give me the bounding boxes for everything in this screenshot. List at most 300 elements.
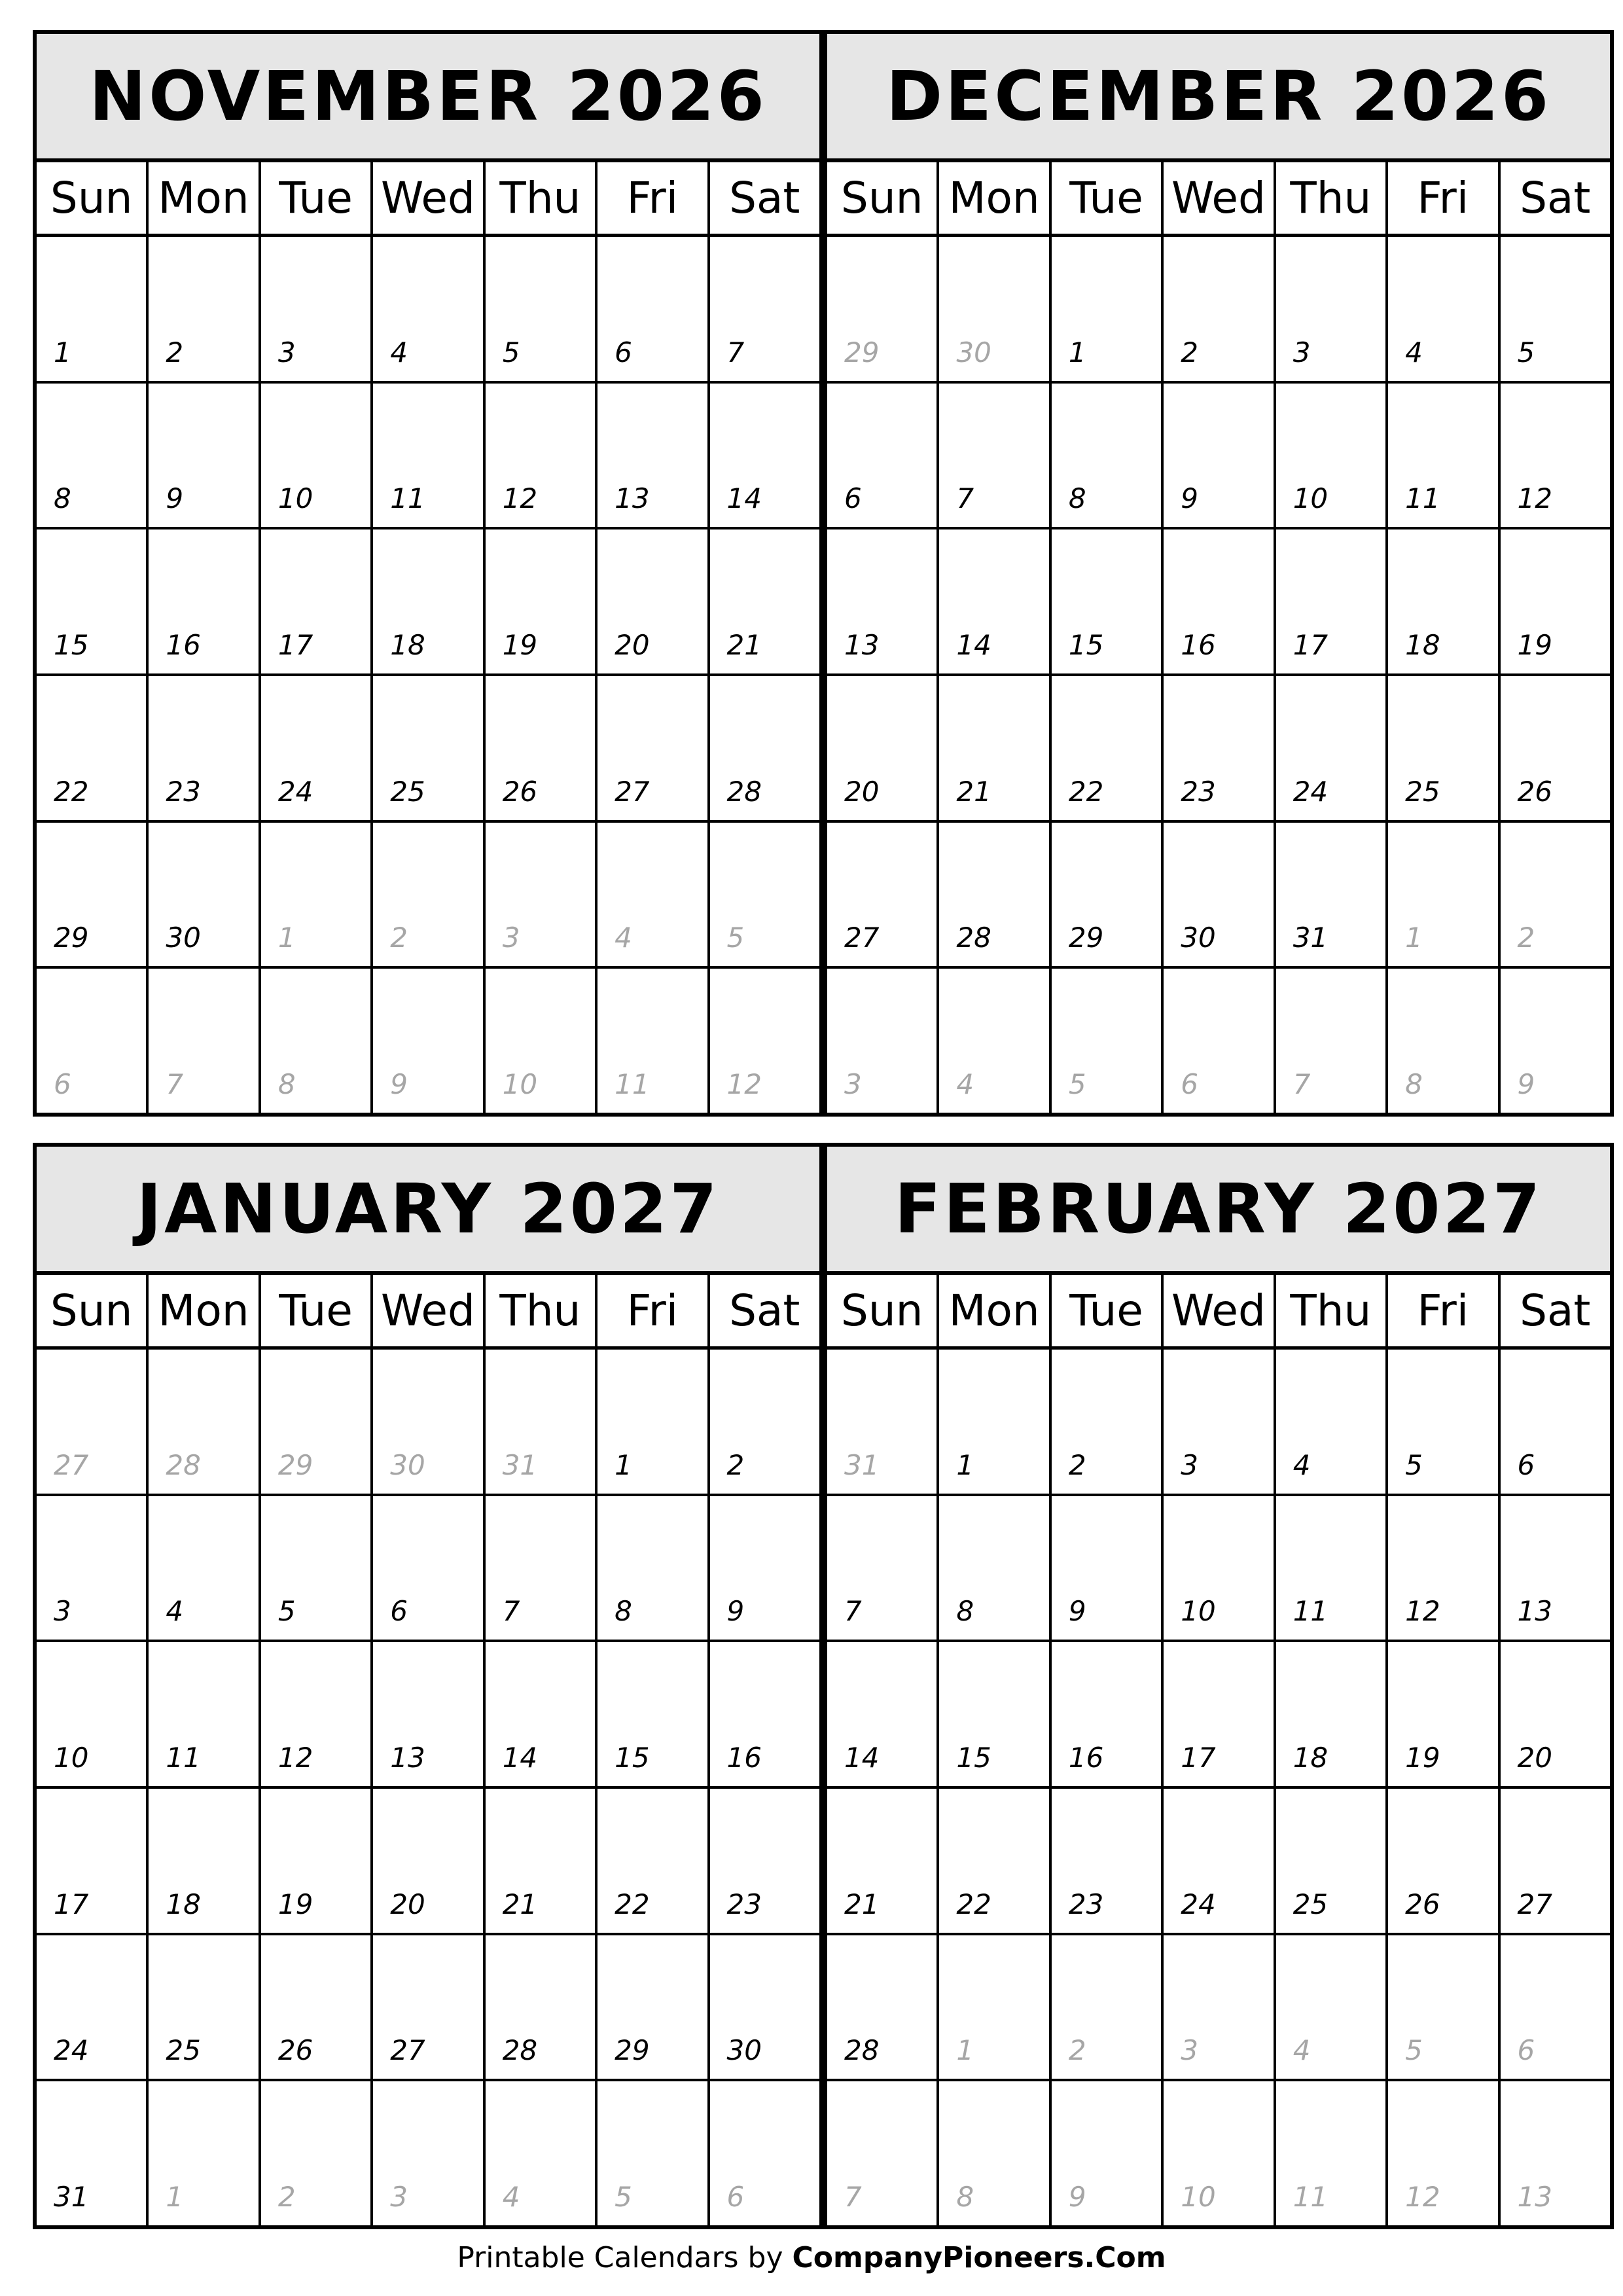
day-number: 27 xyxy=(1517,1888,1552,1920)
day-cell xyxy=(1276,1496,1388,1640)
day-number: 14 xyxy=(956,629,991,662)
weekday-label: Thu xyxy=(486,162,597,234)
day-number: 3 xyxy=(502,922,520,954)
day-cell xyxy=(261,1935,373,2079)
day-cell xyxy=(373,237,485,381)
day-cell xyxy=(149,1496,260,1640)
day-cell xyxy=(1164,676,1275,820)
day-cell xyxy=(261,1642,373,1786)
weekday-label: Tue xyxy=(1052,1275,1164,1346)
day-number: 28 xyxy=(956,922,991,954)
day-number: 11 xyxy=(1405,482,1440,515)
day-cell-adjacent-month xyxy=(486,1350,597,1494)
day-cell xyxy=(37,823,149,967)
day-cell-adjacent-month xyxy=(1052,1935,1164,2079)
weekday-label: Sun xyxy=(37,1275,149,1346)
day-cell xyxy=(486,1935,597,2079)
day-number: 21 xyxy=(502,1888,538,1920)
day-cell xyxy=(37,1642,149,1786)
day-number: 6 xyxy=(726,2181,745,2214)
day-cell-adjacent-month xyxy=(827,1350,939,1494)
week-row xyxy=(37,237,819,384)
weeks-grid xyxy=(37,1350,819,2225)
week-row xyxy=(827,823,1610,969)
day-number: 18 xyxy=(166,1888,201,1920)
week-row xyxy=(37,1789,819,1935)
day-number: 2 xyxy=(1068,2034,1086,2067)
weekday-label: Sun xyxy=(827,1275,939,1346)
day-cell xyxy=(597,1350,709,1494)
weekday-label: Wed xyxy=(373,162,485,234)
day-cell xyxy=(37,237,149,381)
day-cell xyxy=(1164,1496,1275,1640)
day-cell xyxy=(261,1496,373,1640)
day-cell xyxy=(1276,1642,1388,1786)
day-cell xyxy=(1501,384,1610,528)
day-cell xyxy=(149,823,260,967)
day-number: 14 xyxy=(726,482,762,515)
day-number: 27 xyxy=(390,2034,425,2067)
day-cell xyxy=(261,529,373,673)
day-cell xyxy=(1276,676,1388,820)
day-number: 13 xyxy=(1517,1595,1552,1628)
day-cell-adjacent-month xyxy=(827,237,939,381)
day-cell xyxy=(149,1789,260,1933)
day-cell xyxy=(1501,1789,1610,1933)
day-number: 18 xyxy=(1293,1742,1329,1774)
day-number: 4 xyxy=(1293,1448,1311,1481)
week-row xyxy=(37,384,819,530)
day-cell-adjacent-month xyxy=(261,969,373,1113)
week-row xyxy=(827,529,1610,676)
calendar-december-2026 xyxy=(823,30,1614,1117)
day-cell xyxy=(1276,529,1388,673)
day-number: 30 xyxy=(956,336,991,368)
day-number: 20 xyxy=(615,629,650,662)
weekday-label: Sat xyxy=(729,172,800,223)
month-title: DECEMBER 2026 xyxy=(885,56,1552,136)
day-number: 7 xyxy=(726,336,745,368)
day-cell xyxy=(1388,529,1500,673)
day-number: 24 xyxy=(54,2034,89,2067)
day-cell xyxy=(939,1350,1051,1494)
day-cell xyxy=(373,1935,485,2079)
day-number: 4 xyxy=(166,1595,184,1628)
day-cell xyxy=(1052,384,1164,528)
day-number: 19 xyxy=(1405,1742,1440,1774)
day-number: 13 xyxy=(844,629,880,662)
day-cell-adjacent-month xyxy=(1388,1935,1500,2079)
day-cell-adjacent-month xyxy=(373,1350,485,1494)
day-number: 7 xyxy=(502,1595,520,1628)
day-number: 29 xyxy=(615,2034,650,2067)
day-cell xyxy=(1501,1642,1610,1786)
week-row xyxy=(827,969,1610,1113)
day-number: 10 xyxy=(1181,2181,1216,2214)
weekday-label: Fri xyxy=(597,1275,709,1346)
week-row xyxy=(827,237,1610,384)
day-number: 30 xyxy=(390,1448,425,1481)
day-number: 1 xyxy=(54,336,71,368)
day-number: 6 xyxy=(1181,1068,1198,1101)
day-cell xyxy=(1388,384,1500,528)
day-cell xyxy=(261,1789,373,1933)
day-number: 16 xyxy=(166,629,201,662)
day-cell xyxy=(710,1789,819,1933)
day-number: 3 xyxy=(390,2181,408,2214)
weekday-label: Mon xyxy=(939,162,1051,234)
day-cell-adjacent-month xyxy=(149,1350,260,1494)
day-number: 25 xyxy=(166,2034,201,2067)
day-cell xyxy=(37,1496,149,1640)
day-cell xyxy=(37,676,149,820)
day-number: 5 xyxy=(1405,2034,1423,2067)
day-cell xyxy=(261,384,373,528)
day-cell xyxy=(149,676,260,820)
day-number: 26 xyxy=(502,775,538,808)
weekday-header-row xyxy=(37,162,819,237)
day-cell-adjacent-month xyxy=(261,823,373,967)
day-cell xyxy=(939,384,1051,528)
day-number: 9 xyxy=(1068,1595,1086,1628)
day-number: 27 xyxy=(54,1448,89,1481)
day-cell-adjacent-month xyxy=(939,1935,1051,2079)
day-number: 28 xyxy=(166,1448,201,1481)
day-cell xyxy=(1052,823,1164,967)
weekday-label: Wed xyxy=(1164,1275,1275,1346)
day-number: 3 xyxy=(1181,1448,1198,1481)
day-cell xyxy=(939,1789,1051,1933)
day-number: 15 xyxy=(54,629,89,662)
day-number: 10 xyxy=(502,1068,538,1101)
day-number: 4 xyxy=(1405,336,1423,368)
day-cell xyxy=(710,384,819,528)
weekday-label: Tue xyxy=(1052,162,1164,234)
day-cell-adjacent-month xyxy=(710,823,819,967)
weekday-header-row xyxy=(827,1275,1610,1350)
weekday-label: Sun xyxy=(37,162,149,234)
day-number: 10 xyxy=(1293,482,1329,515)
day-number: 5 xyxy=(1517,336,1535,368)
week-row xyxy=(37,529,819,676)
day-number: 6 xyxy=(615,336,632,368)
day-cell xyxy=(373,1789,485,1933)
day-cell-adjacent-month xyxy=(373,969,485,1113)
day-cell xyxy=(710,1350,819,1494)
day-number: 19 xyxy=(502,629,538,662)
day-number: 21 xyxy=(726,629,762,662)
day-cell xyxy=(597,1935,709,2079)
day-cell xyxy=(1501,676,1610,820)
week-row xyxy=(37,676,819,823)
day-number: 20 xyxy=(1517,1742,1552,1774)
day-cell-adjacent-month xyxy=(1501,1935,1610,2079)
day-cell-adjacent-month xyxy=(37,969,149,1113)
week-row xyxy=(37,823,819,969)
day-cell xyxy=(486,529,597,673)
day-number: 4 xyxy=(502,2181,520,2214)
day-cell xyxy=(710,1642,819,1786)
footer-prefix: Printable Calendars by xyxy=(457,2241,783,2274)
day-number: 14 xyxy=(844,1742,880,1774)
day-number: 29 xyxy=(54,922,89,954)
day-cell xyxy=(827,529,939,673)
day-cell-adjacent-month xyxy=(597,2081,709,2225)
day-number: 5 xyxy=(615,2181,632,2214)
day-cell-adjacent-month xyxy=(939,2081,1051,2225)
day-number: 1 xyxy=(956,1448,974,1481)
day-number: 5 xyxy=(277,1595,296,1628)
day-cell xyxy=(939,529,1051,673)
day-cell xyxy=(827,676,939,820)
footer-credit xyxy=(0,2238,1623,2278)
day-number: 20 xyxy=(390,1888,425,1920)
day-cell xyxy=(1164,823,1275,967)
weekday-label: Fri xyxy=(1388,162,1500,234)
day-cell-adjacent-month xyxy=(597,823,709,967)
day-number: 23 xyxy=(1181,775,1216,808)
day-number: 8 xyxy=(1068,482,1086,515)
day-number: 19 xyxy=(277,1888,313,1920)
day-number: 8 xyxy=(615,1595,632,1628)
day-number: 22 xyxy=(615,1888,650,1920)
day-cell xyxy=(1501,1496,1610,1640)
day-number: 29 xyxy=(844,336,880,368)
day-cell xyxy=(1388,1496,1500,1640)
day-cell xyxy=(37,1789,149,1933)
day-cell-adjacent-month xyxy=(1501,823,1610,967)
week-row xyxy=(827,1496,1610,1643)
day-cell xyxy=(1388,1642,1500,1786)
weekday-label: Tue xyxy=(261,1275,373,1346)
day-cell xyxy=(1052,1642,1164,1786)
day-cell xyxy=(1501,1350,1610,1494)
day-cell-adjacent-month xyxy=(261,2081,373,2225)
weekday-label: Tue xyxy=(261,162,373,234)
day-number: 9 xyxy=(1517,1068,1535,1101)
day-number: 7 xyxy=(844,2181,862,2214)
week-row xyxy=(37,969,819,1113)
day-number: 24 xyxy=(1181,1888,1216,1920)
week-row xyxy=(37,1642,819,1789)
day-number: 7 xyxy=(956,482,974,515)
month-header xyxy=(37,34,819,162)
day-number: 26 xyxy=(277,2034,313,2067)
day-cell xyxy=(37,529,149,673)
day-cell xyxy=(1276,1789,1388,1933)
day-number: 16 xyxy=(1181,629,1216,662)
day-cell xyxy=(827,823,939,967)
weekday-label: Sun xyxy=(827,162,939,234)
day-cell xyxy=(149,384,260,528)
day-cell xyxy=(1052,1350,1164,1494)
day-cell-adjacent-month xyxy=(486,2081,597,2225)
day-cell xyxy=(597,384,709,528)
day-number: 6 xyxy=(1517,2034,1535,2067)
day-cell xyxy=(597,529,709,673)
day-cell xyxy=(486,676,597,820)
day-number: 8 xyxy=(277,1068,296,1101)
day-cell xyxy=(597,1642,709,1786)
day-cell xyxy=(1052,237,1164,381)
day-number: 29 xyxy=(1068,922,1104,954)
day-number: 15 xyxy=(615,1742,650,1774)
day-cell xyxy=(1388,1350,1500,1494)
day-number: 21 xyxy=(956,775,991,808)
day-cell xyxy=(710,676,819,820)
calendar-january-2027 xyxy=(33,1143,823,2229)
day-number: 29 xyxy=(277,1448,313,1481)
day-number: 25 xyxy=(390,775,425,808)
day-number: 25 xyxy=(1405,775,1440,808)
day-cell-adjacent-month xyxy=(373,2081,485,2225)
day-cell xyxy=(1276,384,1388,528)
day-number: 9 xyxy=(390,1068,408,1101)
day-cell xyxy=(1164,529,1275,673)
weekday-label: Mon xyxy=(939,1275,1051,1346)
day-cell-adjacent-month xyxy=(1164,2081,1275,2225)
day-number: 31 xyxy=(502,1448,538,1481)
footer-brand: CompanyPioneers.Com xyxy=(792,2241,1166,2274)
day-cell xyxy=(37,384,149,528)
day-number: 5 xyxy=(1405,1448,1423,1481)
day-cell xyxy=(1164,237,1275,381)
day-number: 18 xyxy=(1405,629,1440,662)
day-cell xyxy=(827,1642,939,1786)
day-cell xyxy=(939,823,1051,967)
day-cell-adjacent-month xyxy=(261,1350,373,1494)
day-number: 22 xyxy=(54,775,89,808)
day-cell xyxy=(373,384,485,528)
day-number: 28 xyxy=(844,2034,880,2067)
day-cell xyxy=(1052,1496,1164,1640)
day-cell-adjacent-month xyxy=(1501,969,1610,1113)
day-cell xyxy=(1052,529,1164,673)
day-number: 4 xyxy=(390,336,408,368)
day-cell-adjacent-month xyxy=(939,969,1051,1113)
day-cell-adjacent-month xyxy=(1388,2081,1500,2225)
day-number: 1 xyxy=(1068,336,1086,368)
day-number: 16 xyxy=(726,1742,762,1774)
day-number: 1 xyxy=(277,922,296,954)
day-cell xyxy=(261,676,373,820)
day-cell-adjacent-month xyxy=(597,969,709,1113)
day-cell-adjacent-month xyxy=(710,969,819,1113)
day-number: 9 xyxy=(1181,482,1198,515)
day-cell-adjacent-month xyxy=(1276,1935,1388,2079)
week-row xyxy=(827,1789,1610,1935)
day-number: 11 xyxy=(1293,1595,1329,1628)
month-header xyxy=(37,1147,819,1275)
day-number: 5 xyxy=(1068,1068,1086,1101)
day-number: 25 xyxy=(1293,1888,1329,1920)
day-cell xyxy=(1164,1789,1275,1933)
weekday-label: Fri xyxy=(597,162,709,234)
day-number: 17 xyxy=(1293,629,1329,662)
day-cell-adjacent-month xyxy=(710,2081,819,2225)
day-number: 22 xyxy=(956,1888,991,1920)
day-number: 6 xyxy=(844,482,862,515)
week-row xyxy=(37,1496,819,1643)
weekday-label: Sat xyxy=(729,1285,800,1336)
day-number: 12 xyxy=(726,1068,762,1101)
day-cell xyxy=(1388,676,1500,820)
day-number: 13 xyxy=(390,1742,425,1774)
day-number: 26 xyxy=(1405,1888,1440,1920)
day-number: 11 xyxy=(390,482,425,515)
day-cell xyxy=(1164,384,1275,528)
day-number: 3 xyxy=(1293,336,1311,368)
weeks-grid xyxy=(827,237,1610,1113)
weekday-header-row xyxy=(827,162,1610,237)
day-number: 9 xyxy=(166,482,184,515)
weekday-label: Sat xyxy=(1520,172,1591,223)
day-number: 1 xyxy=(615,1448,632,1481)
day-number: 22 xyxy=(1068,775,1104,808)
day-cell xyxy=(1276,1350,1388,1494)
day-cell-adjacent-month xyxy=(486,969,597,1113)
day-cell xyxy=(1388,237,1500,381)
day-number: 7 xyxy=(166,1068,184,1101)
day-number: 2 xyxy=(1517,922,1535,954)
day-number: 9 xyxy=(1068,2181,1086,2214)
day-cell-adjacent-month xyxy=(486,823,597,967)
day-cell xyxy=(486,1789,597,1933)
day-number: 7 xyxy=(1293,1068,1311,1101)
day-cell xyxy=(939,676,1051,820)
month-header xyxy=(827,34,1610,162)
day-number: 13 xyxy=(615,482,650,515)
weekday-label: Mon xyxy=(149,1275,260,1346)
month-title: JANUARY 2027 xyxy=(136,1169,720,1249)
day-cell xyxy=(149,529,260,673)
day-cell xyxy=(261,237,373,381)
weekday-label: Wed xyxy=(373,1275,485,1346)
day-cell xyxy=(37,2081,149,2225)
day-number: 12 xyxy=(277,1742,313,1774)
day-number: 18 xyxy=(390,629,425,662)
weekday-label: Thu xyxy=(1276,162,1388,234)
weekday-label: Fri xyxy=(1388,1275,1500,1346)
day-cell xyxy=(710,1935,819,2079)
day-cell xyxy=(1164,1642,1275,1786)
day-number: 10 xyxy=(277,482,313,515)
day-number: 5 xyxy=(502,336,520,368)
day-number: 27 xyxy=(844,922,880,954)
day-number: 24 xyxy=(1293,775,1329,808)
day-number: 30 xyxy=(166,922,201,954)
day-cell-adjacent-month xyxy=(827,2081,939,2225)
day-cell xyxy=(710,237,819,381)
day-number: 11 xyxy=(615,1068,650,1101)
day-number: 4 xyxy=(615,922,632,954)
month-title: NOVEMBER 2026 xyxy=(89,56,767,136)
day-number: 10 xyxy=(1181,1595,1216,1628)
day-cell-adjacent-month xyxy=(827,969,939,1113)
day-cell xyxy=(149,237,260,381)
week-row xyxy=(37,1350,819,1496)
weeks-grid xyxy=(827,1350,1610,2225)
day-number: 3 xyxy=(1181,2034,1198,2067)
day-cell xyxy=(827,1935,939,2079)
day-cell xyxy=(373,1496,485,1640)
day-number: 2 xyxy=(726,1448,745,1481)
day-number: 13 xyxy=(1517,2181,1552,2214)
week-row xyxy=(827,2081,1610,2225)
day-number: 8 xyxy=(956,2181,974,2214)
day-number: 1 xyxy=(166,2181,184,2214)
day-number: 12 xyxy=(1517,482,1552,515)
